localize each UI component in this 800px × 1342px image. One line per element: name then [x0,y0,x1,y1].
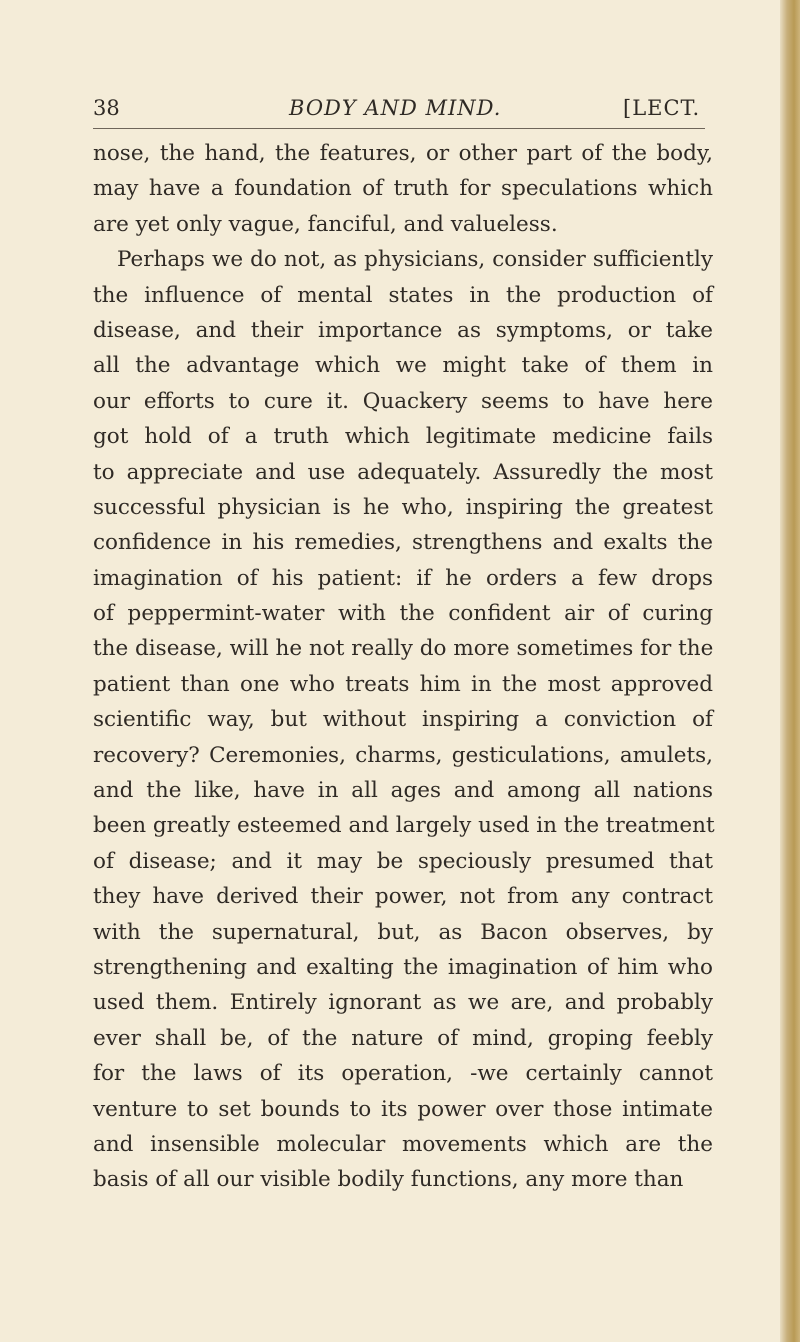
page-number: 38 [93,96,120,120]
text-line: of disease; and it may be speciously presumed that [93,848,713,874]
text-line: the disease, will he not really do more sometimes for the [93,636,714,662]
text-line: strengthening and exalting the imagination of him who [93,954,713,980]
text-line: used them. Entirely ignorant as we are, and probably [93,990,713,1016]
running-header [93,96,705,126]
text-line: confidence in his remedies, strengthens and exalts the [93,530,713,556]
text-line: disease, and their importance as symptoms, or take [93,317,713,343]
text-line: been greatly esteemed and largely used in the treatment [93,813,715,839]
text-line: our efforts to cure it. Quackery seems to have here [93,388,713,414]
text-line: venture to set bounds to its power over those intimate [93,1096,713,1122]
text-line: they have derived their power, not from any contract [93,884,713,910]
text-line: basis of all our visible bodily functions, any more than [93,1167,684,1193]
text-line: recovery? Ceremonies, charms, gesticulations, amulets, [93,742,713,768]
text-line: Perhaps we do not, as physicians, consider sufficiently [117,247,713,273]
body-text [93,136,713,1198]
section-label: [LECT. [623,96,701,120]
text-line: ever shall be, of the nature of mind, groping feebly [93,1025,713,1051]
text-line: patient than one who treats him in the most approved [93,671,713,697]
text-line: all the advantage which we might take of them in [93,353,713,379]
text-line: nose, the hand, the features, or other part of the body, [93,141,713,166]
page-edge-shadow [780,0,800,1342]
text-line: imagination of his patient: if he orders a few drops [93,565,713,591]
text-line: with the supernatural, but, as Bacon observes, by [93,919,713,945]
text-line: of peppermint-water with the confident air of curing [93,601,713,627]
text-line: and the like, have in all ages and among all nations [93,778,713,804]
text-line: are yet only vague, fanciful, and valueless. [93,211,558,237]
text-line: successful physician is he who, inspiring the greatest [93,494,713,520]
text-line: got hold of a truth which legitimate medicine fails [93,424,713,450]
text-line: to appreciate and use adequately. Assuredly the most [93,459,713,485]
text-line: the influence of mental states in the production of [93,282,713,308]
text-line: and insensible molecular movements which are the [93,1131,713,1157]
running-title: BODY AND MIND. [289,96,502,120]
text-line: may have a foundation of truth for speculations which [93,176,713,202]
text-line: scientific way, but without inspiring a conviction of [93,707,713,733]
header-rule [93,128,705,129]
text-line: for the laws of its operation, -we certainly cannot [93,1061,713,1087]
